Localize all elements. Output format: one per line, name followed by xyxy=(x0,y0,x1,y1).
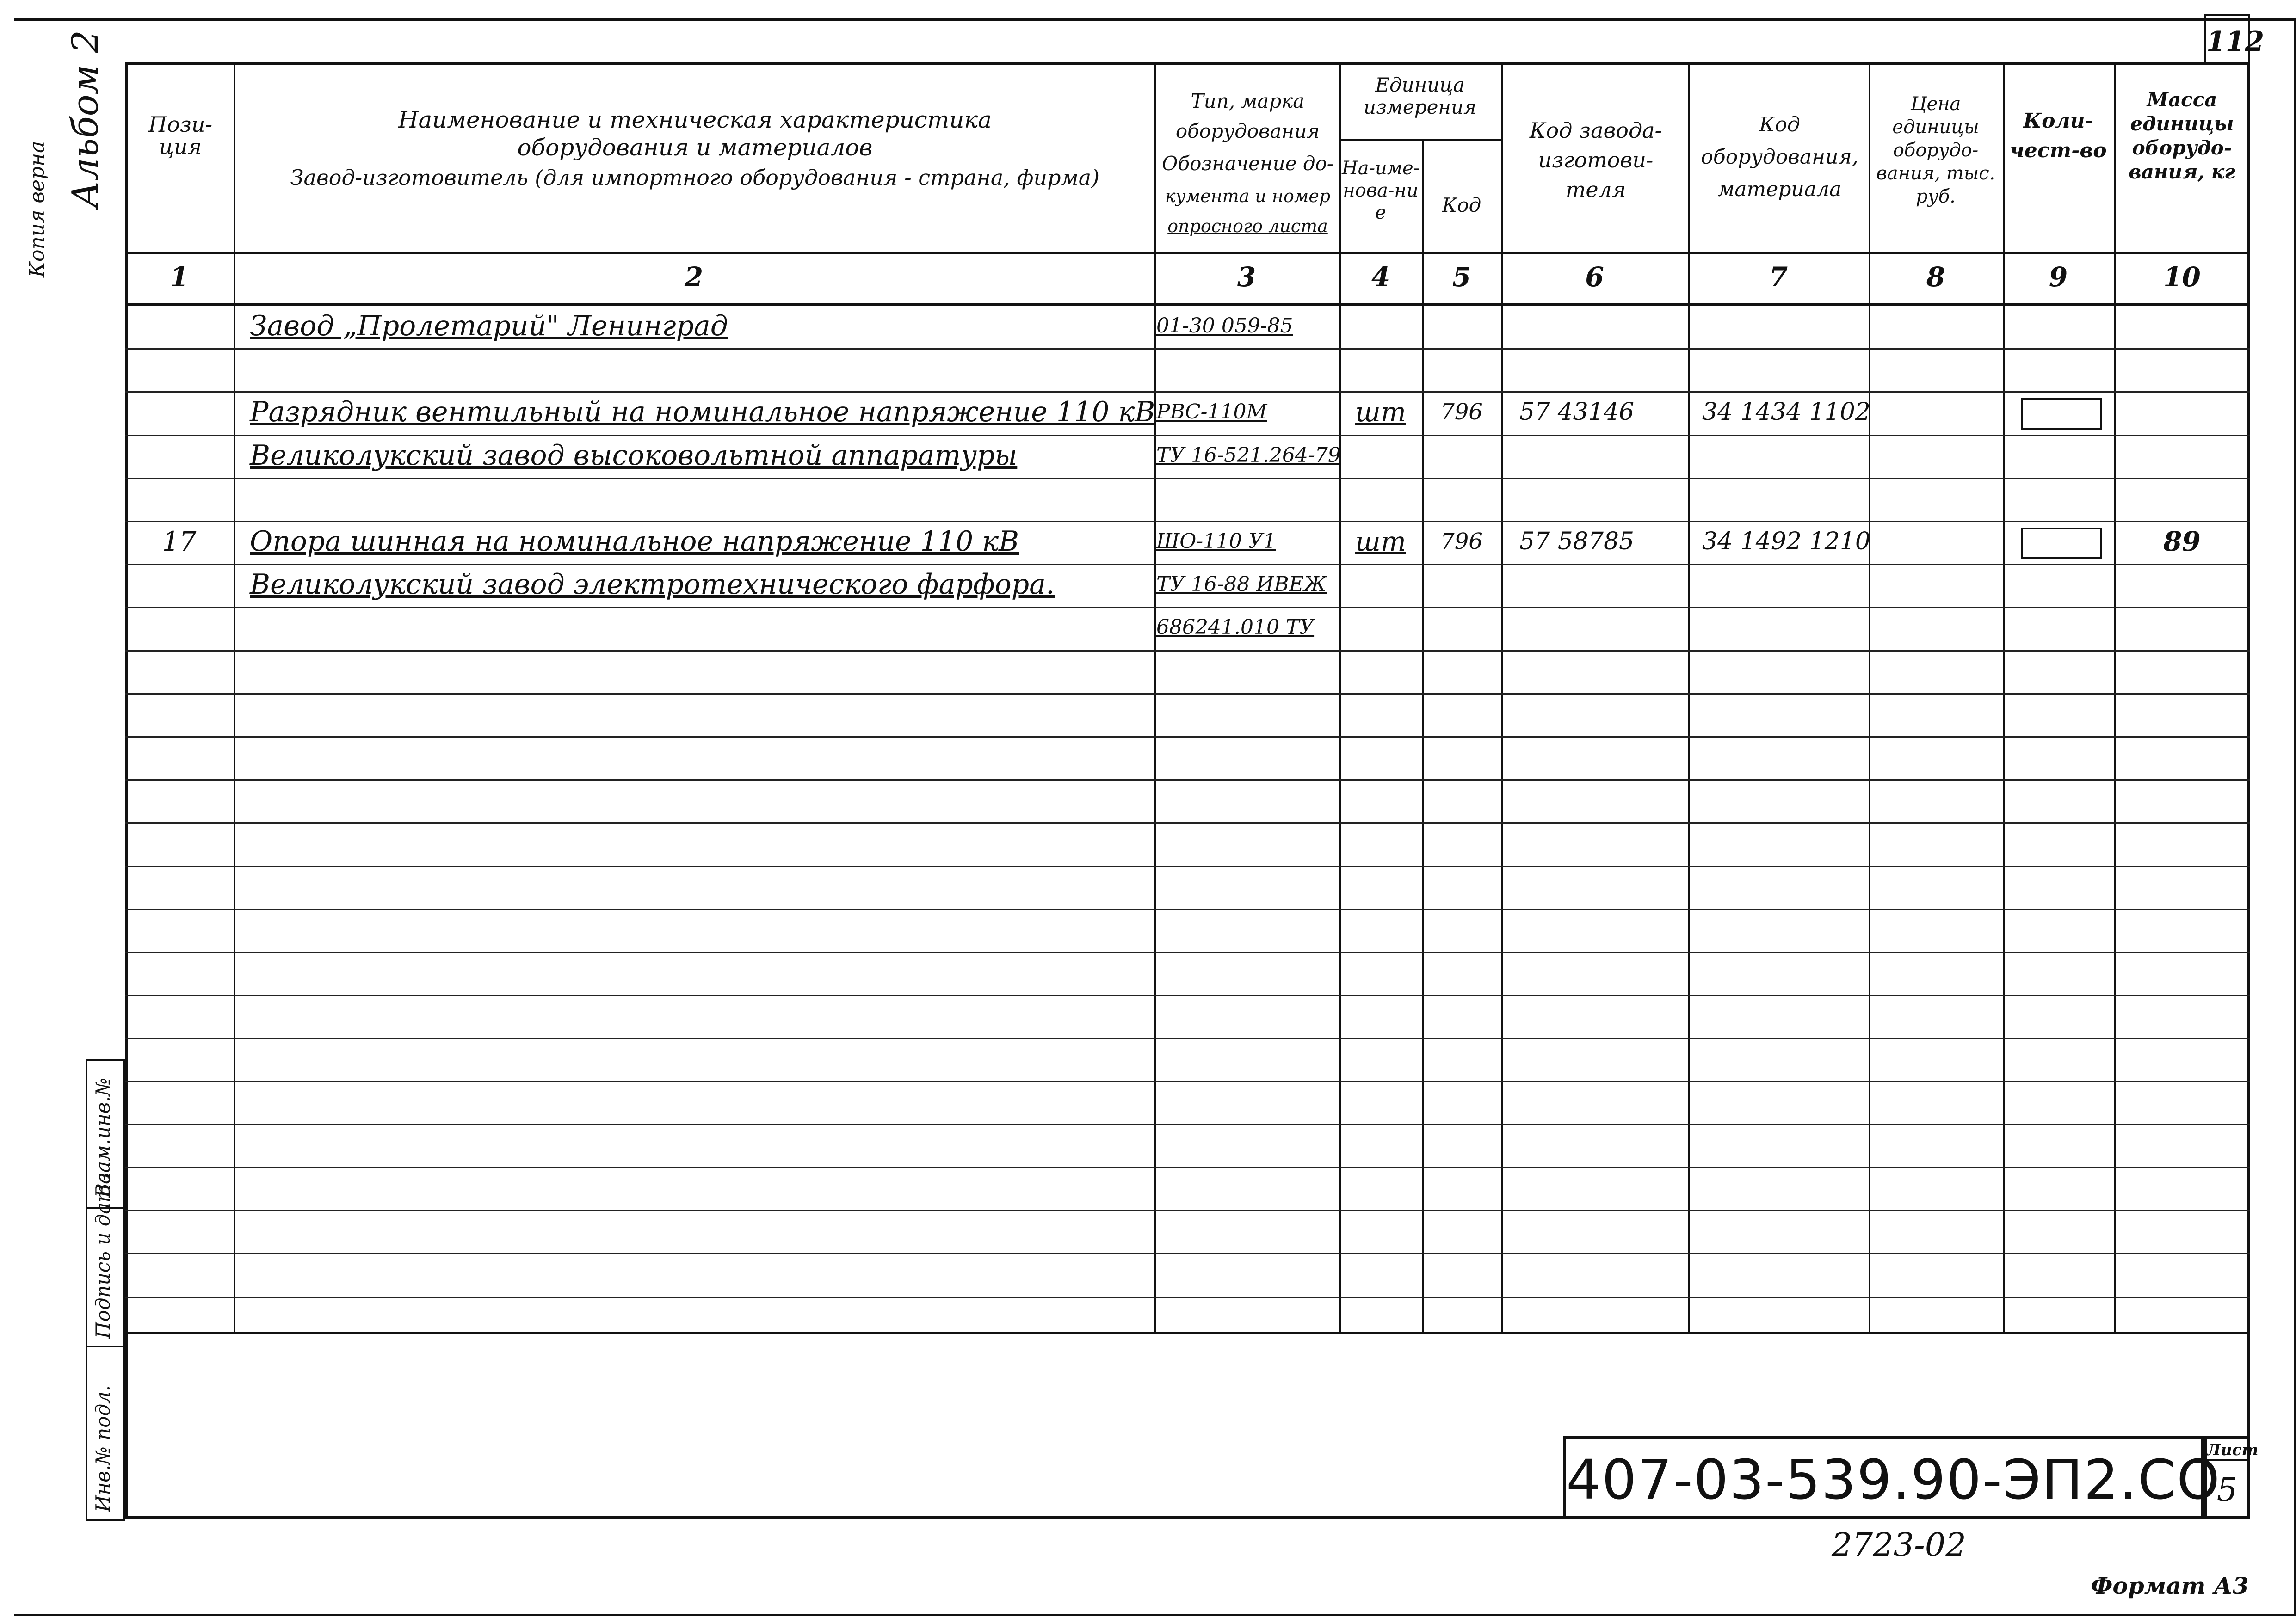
row-line xyxy=(125,435,2250,436)
row-line xyxy=(125,693,2250,695)
header-quantity: Коли-чест-во xyxy=(2010,109,2107,162)
page-number-box xyxy=(2204,14,2265,62)
column-number: 9 xyxy=(2049,261,2068,293)
row-mass: 89 xyxy=(2163,526,2201,557)
column-number: 4 xyxy=(1371,261,1390,293)
row-line xyxy=(125,952,2250,953)
row-line xyxy=(125,607,2250,608)
row-name: Разрядник вентильный на номинальное напряжение 110 кВ xyxy=(250,396,1155,428)
side-inv-exchange: Взам.инв.№ xyxy=(92,1077,114,1198)
row-name: Завод „Пролетарий" Ленинград xyxy=(250,310,728,342)
row-equip-code: 34 1434 1102 xyxy=(1702,398,1870,426)
row-line xyxy=(125,391,2250,393)
row-line xyxy=(125,1210,2250,1211)
document-code: 407-03-539.90-ЭП2.СО xyxy=(1566,1448,2221,1512)
column-number: 5 xyxy=(1452,261,1471,293)
row-mfr-code: 57 43146 xyxy=(1519,398,1635,426)
row-type: 01-30 059-85 xyxy=(1156,314,1293,338)
column-number: 8 xyxy=(1926,261,1945,293)
row-line xyxy=(125,909,2250,910)
header-name-line3: Завод-изготовитель (для импортного оборудования - страна, фирма) xyxy=(290,165,1100,190)
row-line xyxy=(125,1038,2250,1039)
row-unit-code: 796 xyxy=(1440,529,1483,554)
side-stamp-divider-2 xyxy=(86,1346,125,1347)
sheet-label: Лист xyxy=(2207,1441,2247,1461)
sheet-number: 5 xyxy=(2216,1471,2238,1509)
row-line xyxy=(125,521,2250,522)
row-line xyxy=(125,995,2250,996)
column-number: 6 xyxy=(1585,261,1604,293)
side-inv-original: Инв.№ подл. xyxy=(92,1385,114,1512)
row-unit-code: 796 xyxy=(1440,399,1483,425)
row-line xyxy=(125,866,2250,867)
quantity-box xyxy=(2021,398,2102,430)
row-line xyxy=(125,779,2250,781)
row-type: ТУ 16-88 ИВЕЖ xyxy=(1156,572,1327,596)
column-number: 1 xyxy=(170,261,189,293)
row-type: РВС-110М xyxy=(1156,400,1267,424)
row-name: Опора шинная на номинальное напряжение 110 кВ xyxy=(250,525,1019,558)
row-mfr-code: 57 58785 xyxy=(1519,528,1635,555)
column-number: 7 xyxy=(1769,261,1788,293)
row-line xyxy=(125,1081,2250,1082)
column-number: 2 xyxy=(684,261,704,293)
row-line xyxy=(125,564,2250,565)
header-type-line3: Обозначение до- xyxy=(1162,152,1333,175)
header-equip-code: Код оборудования, материала xyxy=(1701,113,1858,201)
row-line xyxy=(125,822,2250,824)
header-type-line1: Тип, марка xyxy=(1191,90,1305,112)
header-unit-name: На-име-нова-ние xyxy=(1341,158,1420,223)
row-line xyxy=(125,478,2250,479)
table-bottom-line xyxy=(125,1332,2250,1334)
copy-note: Копия верна xyxy=(25,141,49,277)
side-signature-date: Подпись и дата xyxy=(92,1172,114,1339)
row-position: 17 xyxy=(162,526,197,557)
header-unit-group: Единица измерения xyxy=(1364,74,1476,118)
col-number-bottom-line xyxy=(125,303,2250,306)
row-line xyxy=(125,736,2250,738)
row-unit: шт xyxy=(1355,526,1406,557)
row-type: ШО-110 У1 xyxy=(1156,529,1276,553)
unit-group-divider xyxy=(1339,139,1501,141)
header-unit-code: Код xyxy=(1442,194,1481,216)
row-type: 686241.010 ТУ xyxy=(1156,615,1315,639)
header-type-line2: оборудования xyxy=(1175,120,1320,142)
page-number: 112 xyxy=(2206,25,2265,58)
row-line xyxy=(125,1124,2250,1125)
row-name: Великолукский завод высоковольтной аппаратуры xyxy=(250,439,1018,472)
format-note: Формат А3 xyxy=(2091,1572,2249,1599)
row-equip-code: 34 1492 1210 xyxy=(1702,528,1870,555)
header-price: Цена единицы оборудо-вания, тыс. руб. xyxy=(1876,93,1995,207)
album-label: Альбом 2 xyxy=(65,30,106,208)
row-line xyxy=(125,1167,2250,1168)
header-name-line2: оборудования и материалов xyxy=(517,134,873,161)
header-type-line5: опросного листа xyxy=(1167,216,1328,236)
row-name: Великолукский завод электротехнического фарфора. xyxy=(250,568,1055,601)
column-number: 3 xyxy=(1237,261,1256,293)
header-mfr-code: Код завода-изготови-теля xyxy=(1529,118,1662,202)
row-line xyxy=(125,1297,2250,1298)
row-line xyxy=(125,650,2250,652)
bottom-number: 2723-02 xyxy=(1832,1526,1966,1564)
header-position: Пози-ция xyxy=(148,112,213,159)
header-name-line1: Наименование и техническая характеристика xyxy=(398,106,992,133)
header-type-line4: кумента и номер xyxy=(1165,186,1331,206)
header-mass: Масса единицы оборудо-вания, кг xyxy=(2129,88,2235,183)
row-line xyxy=(125,1253,2250,1254)
row-line xyxy=(125,348,2250,350)
header-bottom-line xyxy=(125,252,2250,254)
title-stamp xyxy=(1563,1436,2221,1519)
quantity-box xyxy=(2021,528,2102,559)
sheet-box xyxy=(2204,1436,2259,1519)
row-type: ТУ 16-521.264-79 xyxy=(1156,443,1341,467)
column-number: 10 xyxy=(2163,261,2201,293)
row-unit: шт xyxy=(1355,396,1406,428)
